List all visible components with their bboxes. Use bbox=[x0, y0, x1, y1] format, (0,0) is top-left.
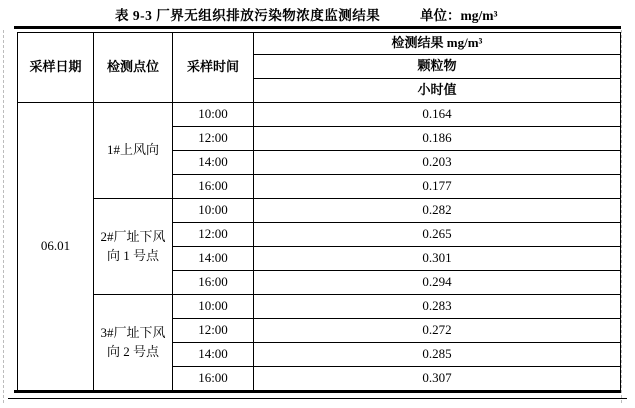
time-cell: 16:00 bbox=[173, 175, 254, 199]
value-cell: 0.272 bbox=[254, 319, 621, 343]
point-cell-2: 2#厂址下风向 1 号点 bbox=[94, 199, 173, 295]
time-cell: 12:00 bbox=[173, 127, 254, 151]
value-cell: 0.294 bbox=[254, 271, 621, 295]
monitoring-results-table bbox=[17, 32, 621, 391]
time-cell: 10:00 bbox=[173, 103, 254, 127]
thick-bottom-rule bbox=[14, 390, 621, 393]
unit-label: 单位：mg/m³ bbox=[420, 8, 498, 23]
header-hour-value: 小时值 bbox=[254, 79, 621, 103]
header-monitor-point: 检测点位 bbox=[94, 33, 173, 103]
time-cell: 10:00 bbox=[173, 295, 254, 319]
time-cell: 16:00 bbox=[173, 367, 254, 391]
page-boundary-right bbox=[621, 30, 622, 403]
time-cell: 12:00 bbox=[173, 223, 254, 247]
value-cell: 0.285 bbox=[254, 343, 621, 367]
time-cell: 10:00 bbox=[173, 199, 254, 223]
time-cell: 14:00 bbox=[173, 151, 254, 175]
value-cell: 0.301 bbox=[254, 247, 621, 271]
header-sample-date: 采样日期 bbox=[18, 33, 94, 103]
point-cell-3: 3#厂址下风向 2 号点 bbox=[94, 295, 173, 391]
table-title: 表 9-3 厂界无组织排放污染物浓度监测结果 bbox=[115, 8, 381, 23]
header-pollutant: 颗粒物 bbox=[254, 55, 621, 79]
time-cell: 14:00 bbox=[173, 343, 254, 367]
value-cell: 0.177 bbox=[254, 175, 621, 199]
header-row-1 bbox=[18, 33, 621, 55]
time-cell: 16:00 bbox=[173, 271, 254, 295]
value-cell: 0.203 bbox=[254, 151, 621, 175]
thick-top-rule bbox=[14, 26, 621, 29]
value-cell: 0.282 bbox=[254, 199, 621, 223]
date-cell: 06.01 bbox=[18, 103, 94, 391]
thin-bottom-rule bbox=[8, 398, 627, 399]
table-row bbox=[18, 103, 621, 127]
header-sample-time: 采样时间 bbox=[173, 33, 254, 103]
page-boundary-left bbox=[3, 30, 4, 403]
table-row bbox=[18, 295, 621, 319]
time-cell: 14:00 bbox=[173, 247, 254, 271]
value-cell: 0.265 bbox=[254, 223, 621, 247]
value-cell: 0.164 bbox=[254, 103, 621, 127]
value-cell: 0.186 bbox=[254, 127, 621, 151]
value-cell: 0.283 bbox=[254, 295, 621, 319]
header-result: 检测结果 mg/m³ bbox=[254, 33, 621, 55]
value-cell: 0.307 bbox=[254, 367, 621, 391]
time-cell: 12:00 bbox=[173, 319, 254, 343]
point-cell-1: 1#上风向 bbox=[94, 103, 173, 199]
table-row bbox=[18, 199, 621, 223]
